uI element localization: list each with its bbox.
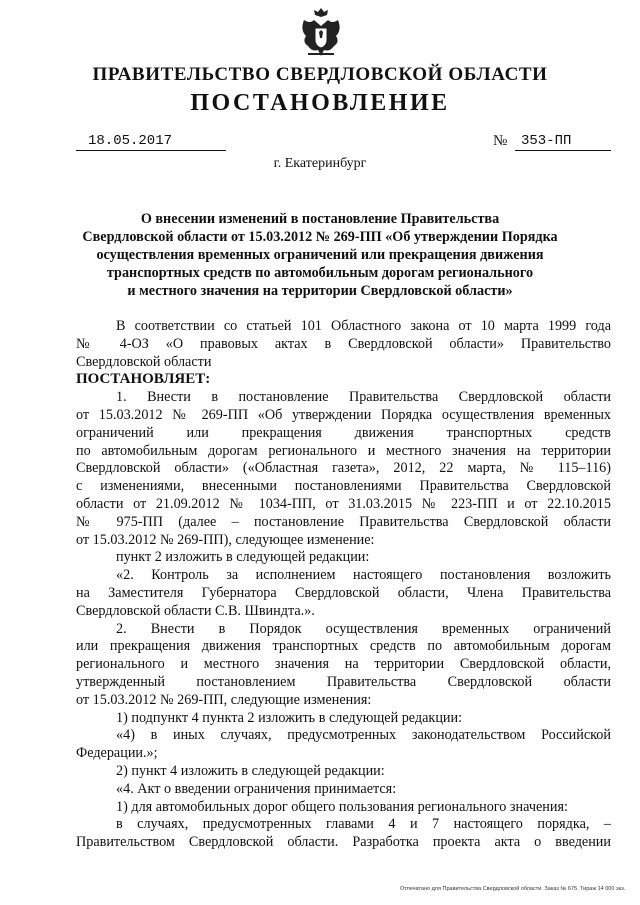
organization-title: ПРАВИТЕЛЬСТВО СВЕРДЛОВСКОЙ ОБЛАСТИ — [92, 64, 548, 85]
body-line: Свердловской области» («Областная газета», 2012, 22 марта, № 115–116) — [76, 460, 611, 477]
title-line: осуществления временных ограничений или прекращения движения — [96, 247, 544, 263]
document-title — [60, 210, 580, 300]
title-line: и местного значения на территории Свердловской области» — [127, 283, 513, 299]
document-number: 353-ПП — [515, 133, 611, 151]
body-line: с изменениями, внесенными постановлениями Правительства Свердловской — [76, 478, 611, 495]
body-line: пункт 2 изложить в следующей редакции: — [116, 549, 370, 566]
body-line: «2. Контроль за исполнением настоящего постановления возложить — [116, 567, 611, 584]
body-line: по автомобильным дорогам регионального и местного значения на территории — [76, 442, 611, 459]
coat-of-arms-icon — [298, 6, 344, 60]
document-body — [76, 318, 611, 852]
city: г. Екатеринбург — [273, 156, 367, 171]
body-line: Правительством Свердловской области. Разработка проекта акта о введении — [76, 834, 611, 851]
body-line: «4) в иных случаях, предусмотренных законодательством Российской — [116, 727, 611, 744]
body-line: 2. Внести в Порядок осуществления временных ограничений — [116, 620, 611, 637]
body-line: области от 21.09.2012 № 1034-ПП, от 31.03.2015 № 223-ПП и от 22.10.2015 — [76, 495, 611, 512]
title-line: О внесении изменений в постановление Правительства — [140, 211, 500, 227]
body-line: № 4-ОЗ «О правовых актах в Свердловской области» Правительство — [76, 335, 611, 352]
number-sign: № — [493, 133, 508, 149]
document-number-field — [493, 133, 611, 151]
body-line: 1. Внести в постановление Правительства Свердловской области — [116, 389, 611, 406]
body-line: от 15.03.2012 № 269-ПП, следующие изменения: — [76, 691, 372, 708]
body-line: регионального и местного значения на территории Свердловской области, — [76, 656, 611, 673]
title-line: транспортных средств по автомобильным дорогам регионального — [106, 265, 534, 281]
body-line: Свердловской области С.В. Швиндта.». — [76, 602, 315, 619]
print-note: Отпечатано для Правительства Свердловской области. Заказ № 675. Тираж 14 000 экз. — [400, 886, 626, 892]
body-line: ограничений или прекращения движения транспортных средств — [76, 424, 611, 441]
body-line: Федерации.»; — [76, 745, 158, 762]
body-line: 1) подпункт 4 пункта 2 изложить в следующей редакции: — [116, 709, 463, 726]
body-line: 2) пункт 4 изложить в следующей редакции: — [116, 762, 385, 779]
body-line: № 975-ПП (далее – постановление Правительства Свердловской области — [76, 513, 611, 530]
body-line: от 15.03.2012 № 269-ПП), следующее изменение: — [76, 531, 375, 548]
body-line: «4. Акт о введении ограничения принимается: — [116, 780, 397, 797]
document-type: ПОСТАНОВЛЕНИЕ — [190, 90, 450, 116]
body-line: В соответствии со статьей 101 Областного закона от 10 марта 1999 года — [116, 318, 611, 334]
resolution-keyword: ПОСТАНОВЛЯЕТ: — [76, 371, 211, 388]
body-line: на Заместителя Губернатора Свердловской области, Члена Правительства — [76, 584, 611, 601]
document-date: 18.05.2017 — [76, 133, 226, 151]
body-line: или прекращения движения транспортных средств по автомобильным дорогам — [76, 638, 611, 655]
title-line: Свердловской области от 15.03.2012 № 269-ПП «Об утверждении Порядка — [82, 229, 558, 245]
body-line: от 15.03.2012 № 269-ПП «Об утверждении Порядка осуществления временных — [76, 406, 611, 423]
body-line: в случаях, предусмотренных главами 4 и 7 настоящего порядка, – — [116, 816, 611, 833]
body-line: Свердловской области — [76, 353, 212, 370]
body-line: 1) для автомобильных дорог общего пользования регионального значения: — [116, 798, 568, 815]
body-line: утвержденный постановлением Правительства Свердловской области — [76, 673, 611, 690]
